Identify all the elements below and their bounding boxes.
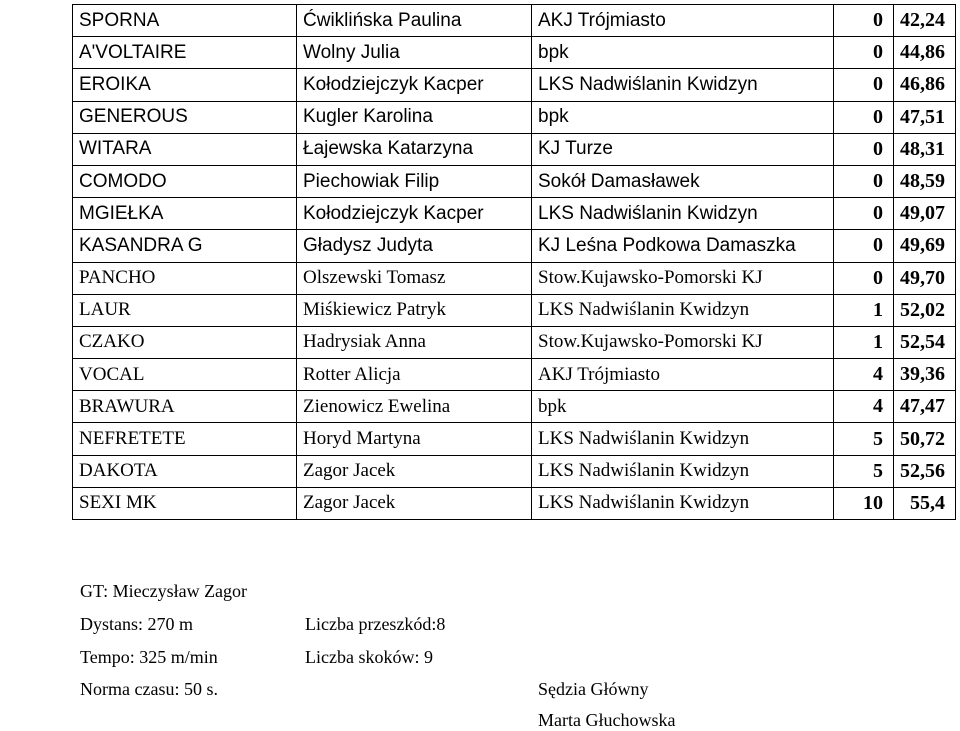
- table-row: [73, 37, 956, 69]
- club-cell: bpk: [532, 37, 834, 69]
- table-row: [73, 5, 956, 37]
- club-cell: KJ Turze: [532, 133, 834, 165]
- horse-cell: CZAKO: [73, 326, 297, 358]
- horse-cell: NEFRETETE: [73, 423, 297, 455]
- obstacle-count: Liczba przeszkód:8: [305, 614, 446, 634]
- time-cell: 52,56: [894, 455, 956, 487]
- horse-cell: SEXI MK: [73, 487, 297, 519]
- table-row: [73, 326, 956, 358]
- time-cell: 42,24: [894, 5, 956, 37]
- horse-cell: A'VOLTAIRE: [73, 37, 297, 69]
- time-cell: 48,59: [894, 165, 956, 197]
- rider-cell: Zagor Jacek: [297, 455, 532, 487]
- time-cell: 52,54: [894, 326, 956, 358]
- table-row: [73, 230, 956, 262]
- time-cell: 47,47: [894, 391, 956, 423]
- distance: Dystans: 270 m: [80, 614, 194, 634]
- rider-cell: Łajewska Katarzyna: [297, 133, 532, 165]
- horse-cell: SPORNA: [73, 5, 297, 37]
- faults-cell: 10: [834, 487, 894, 519]
- judge-title: Sędzia Główny: [538, 679, 649, 699]
- club-cell: LKS Nadwiślanin Kwidzyn: [532, 294, 834, 326]
- club-cell: KJ Leśna Podkowa Damaszka: [532, 230, 834, 262]
- table-row: [73, 198, 956, 230]
- horse-cell: KASANDRA G: [73, 230, 297, 262]
- tempo: Tempo: 325 m/min: [80, 647, 218, 667]
- horse-cell: BRAWURA: [73, 391, 297, 423]
- faults-cell: 5: [834, 423, 894, 455]
- horse-cell: COMODO: [73, 165, 297, 197]
- horse-cell: VOCAL: [73, 359, 297, 391]
- faults-cell: 0: [834, 101, 894, 133]
- judge-name: Marta Głuchowska: [538, 710, 676, 730]
- time-cell: 50,72: [894, 423, 956, 455]
- time-cell: 52,02: [894, 294, 956, 326]
- faults-cell: 4: [834, 359, 894, 391]
- table-row: [73, 391, 956, 423]
- table-row: [73, 69, 956, 101]
- faults-cell: 0: [834, 69, 894, 101]
- club-cell: bpk: [532, 101, 834, 133]
- club-cell: LKS Nadwiślanin Kwidzyn: [532, 423, 834, 455]
- faults-cell: 0: [834, 198, 894, 230]
- club-cell: LKS Nadwiślanin Kwidzyn: [532, 487, 834, 519]
- table-row: [73, 455, 956, 487]
- rider-cell: Olszewski Tomasz: [297, 262, 532, 294]
- rider-cell: Zagor Jacek: [297, 487, 532, 519]
- table-row: [73, 423, 956, 455]
- faults-cell: 1: [834, 326, 894, 358]
- club-cell: bpk: [532, 391, 834, 423]
- rider-cell: Gładysz Judyta: [297, 230, 532, 262]
- table-row: [73, 165, 956, 197]
- table-row: [73, 133, 956, 165]
- rider-cell: Kołodziejczyk Kacper: [297, 69, 532, 101]
- jump-count: Liczba skoków: 9: [305, 647, 433, 667]
- table-row: [73, 101, 956, 133]
- faults-cell: 5: [834, 455, 894, 487]
- rider-cell: Zienowicz Ewelina: [297, 391, 532, 423]
- rider-cell: Wolny Julia: [297, 37, 532, 69]
- club-cell: Sokół Damasławek: [532, 165, 834, 197]
- time-cell: 49,69: [894, 230, 956, 262]
- club-cell: AKJ Trójmiasto: [532, 359, 834, 391]
- table-row: [73, 487, 956, 519]
- time-norm: Norma czasu: 50 s.: [80, 679, 218, 699]
- club-cell: LKS Nadwiślanin Kwidzyn: [532, 455, 834, 487]
- horse-cell: LAUR: [73, 294, 297, 326]
- rider-cell: Kołodziejczyk Kacper: [297, 198, 532, 230]
- horse-cell: WITARA: [73, 133, 297, 165]
- time-cell: 44,86: [894, 37, 956, 69]
- rider-cell: Ćwiklińska Paulina: [297, 5, 532, 37]
- time-cell: 47,51: [894, 101, 956, 133]
- results-table: [72, 4, 956, 520]
- course-designer: GT: Mieczysław Zagor: [80, 581, 248, 601]
- faults-cell: 0: [834, 5, 894, 37]
- club-cell: LKS Nadwiślanin Kwidzyn: [532, 69, 834, 101]
- rider-cell: Kugler Karolina: [297, 101, 532, 133]
- time-cell: 55,4: [894, 487, 956, 519]
- rider-cell: Hadrysiak Anna: [297, 326, 532, 358]
- horse-cell: MGIEŁKA: [73, 198, 297, 230]
- faults-cell: 0: [834, 133, 894, 165]
- club-cell: Stow.Kujawsko-Pomorski KJ: [532, 326, 834, 358]
- rider-cell: Miśkiewicz Patryk: [297, 294, 532, 326]
- rider-cell: Piechowiak Filip: [297, 165, 532, 197]
- rider-cell: Horyd Martyna: [297, 423, 532, 455]
- faults-cell: 0: [834, 37, 894, 69]
- horse-cell: DAKOTA: [73, 455, 297, 487]
- time-cell: 49,07: [894, 198, 956, 230]
- club-cell: AKJ Trójmiasto: [532, 5, 834, 37]
- time-cell: 46,86: [894, 69, 956, 101]
- horse-cell: PANCHO: [73, 262, 297, 294]
- time-cell: 49,70: [894, 262, 956, 294]
- table-row: [73, 359, 956, 391]
- horse-cell: EROIKA: [73, 69, 297, 101]
- faults-cell: 0: [834, 262, 894, 294]
- horse-cell: GENEROUS: [73, 101, 297, 133]
- club-cell: Stow.Kujawsko-Pomorski KJ: [532, 262, 834, 294]
- faults-cell: 1: [834, 294, 894, 326]
- time-cell: 39,36: [894, 359, 956, 391]
- results-body: [73, 5, 956, 520]
- club-cell: LKS Nadwiślanin Kwidzyn: [532, 198, 834, 230]
- time-cell: 48,31: [894, 133, 956, 165]
- faults-cell: 0: [834, 230, 894, 262]
- faults-cell: 0: [834, 165, 894, 197]
- table-row: [73, 294, 956, 326]
- faults-cell: 4: [834, 391, 894, 423]
- table-row: [73, 262, 956, 294]
- rider-cell: Rotter Alicja: [297, 359, 532, 391]
